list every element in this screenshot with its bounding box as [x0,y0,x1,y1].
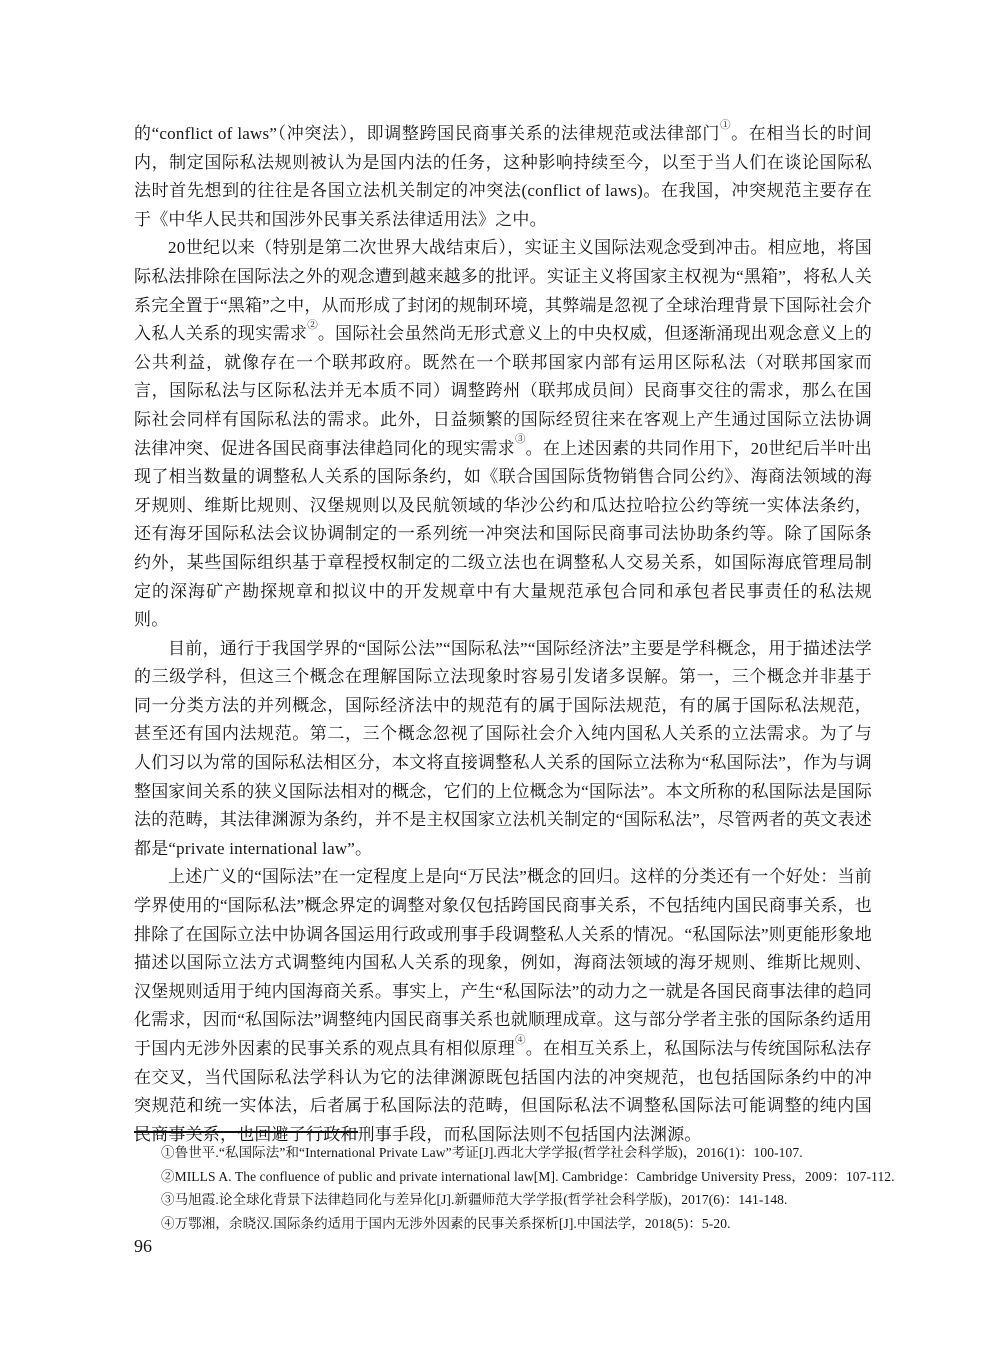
footnote-ref-3: ③ [514,434,526,446]
footnote-1: ①鲁世平.“私国际法”和“International Private Law”考证[J].西北大学学报(哲学社会科学版)，2016(1)：100-107. [161,1145,803,1160]
paragraph-text: 的“conflict of laws”（冲突法），即调整跨国民商事关系的法律规范或法律部门 [134,124,721,143]
footnote-ref-2: ② [307,319,318,331]
footnote-4: ④万鄂湘，余晓汉.国际条约适用于国内无涉外因素的民事关系探析[J].中国法学，2018(5)：5-20. [161,1215,731,1231]
paragraph-text: 上述广义的“国际法”在一定程度上是向“万民法”概念的回归。这样的分类还有一个好处：当前学界使用的“国际私法”概念界定的调整对象仅包括跨国民商事关系，不包括纯内国民商事关系，也排除了在国际立法中协调各国运用行政或刑事手段调整私人关系的情况。“私国际法”则更能形象地描述以国际立法方式调整纯内国私人关系的现象，例如，海商法领域的海牙规则、维斯比规则、汉堡规则适用于纯内国海商关系。事实上，产生“私国际法”的动力之一就是各国民商事法律的趋同化需求，因而“私国际法”调整纯内国民商事关系也就顺理成章。这与部分学者主张的国际条约适用于国内无涉外因素的民事关系的观点具有相似原理 [134,867,872,1058]
paragraph-text: 。在上述因素的共同作用下，20世纪后半叶出现了相当数量的调整私人关系的国际条约，如《联合国国际货物销售合同公约》、海商法领域的海牙规则、维斯比规则、汉堡规则以及民航领域的华沙公约和瓜达拉哈拉公约等统一实体法条约，还有海牙国际私法会议协调制定的一系列统一冲突法和国际民商事司法协助条约等。除了国际条约外，某些国际组织基于章程授权制定的二级立法也在调整私人交易关系，如国际海底管理局制定的深海矿产勘探规章和拟议中的开发规章中有大量规范承包合同和承包者民事责任的私法规则。 [134,438,873,630]
paragraph-text: 目前，通行于我国学界的“国际公法”“国际私法”“国际经济法”主要是学科概念，用于描述法学的三级学科，但这三个概念在理解国际立法现象时容易引发诸多误解。第一，三个概念并非基于同一分类方法的并列概念，国际经济法中的规范有的属于国际法规范，有的属于国际私法规范，甚至还有国内法规范。第二，三个概念忽视了国际社会介入纯内国私人关系的立法需求。为了与人们习以为常的国际私法相区分，本文将直接调整私人关系的国际立法称为“私国际法”，作为与调整国家间关系的狭义国际法相对的概念，它们的上位概念为“国际法”。本文所称的私国际法是国际法的范畴，其法律渊源为条约，并不是主权国家立法机关制定的“国际私法”，尽管两者的英文表述都是“private international law”。 [134,638,872,858]
paragraph-4 [134,863,872,1149]
footnote-separator [134,1131,358,1133]
paragraph-3 [134,635,872,864]
paragraph-1 [134,120,872,234]
footnote-ref-1: ① [720,119,732,131]
footnote-3: ③马旭霞.论全球化背景下法律趋同化与差异化[J].新疆师范大学学报(哲学社会科学版)，2017(6)：141-148. [161,1192,788,1208]
article-body [134,120,872,1149]
paragraph-text: 。在相当长的时间内，制定国际私法规则被认为是国内法的任务，这种影响持续至今，以至于当人们在谈论国际私法时首先想到的往往是各国立法机关制定的冲突法(conflict of laws)。在我国，冲突规范主要存在于《中华人民共和国涉外民事关系法律适用法》之中。 [134,124,873,229]
footnote-2: ②MILLS A. The confluence of public and private international law[M]. Cambridge：Cambridge University Press，2009：107-112. [161,1168,895,1184]
page-number: 96 [134,1236,152,1256]
footnote-list [134,1141,895,1235]
paragraph-text: 。国际社会虽然尚无形式意义上的中央权威，但逐渐涌现出观念意义上的公共利益，就像存在一个联邦政府。既然在一个联邦国家内部有运用区际私法（对联邦国家而言，国际私法与区际私法并无本质不同）调整跨州（联邦成员间）民商事交往的需求，那么在国际社会同样有国际私法的需求。此外，日益频繁的国际经贸往来在客观上产生通过国际立法协调法律冲突、促进各国民商事法律趋同化的现实需求 [134,324,873,458]
paragraph-text: 。在相互关系上，私国际法与传统国际私法存在交叉，当代国际私法学科认为它的法律渊源既包括国内法的冲突规范，也包括国际条约中的冲突规范和统一实体法，后者属于私国际法的范畴，但国际私法不调整私国际法可能调整的纯内国民商事关系，也回避了行政和刑事手段，而私国际法则不包括国内法渊源。 [134,1039,873,1144]
paragraph-2 [134,234,872,634]
footnote-ref-4: ④ [515,1034,526,1046]
paragraph-text: 20世纪以来（特别是第二次世界大战结束后），实证主义国际法观念受到冲击。相应地，将国际私法排除在国际法之外的观念遭到越来越多的批评。实证主义将国家主权视为“黑箱”，将私人关系完全置于“黑箱”之中，从而形成了封闭的规制环境，其弊端是忽视了全球治理背景下国际社会介入私人关系的现实需求 [134,238,872,344]
